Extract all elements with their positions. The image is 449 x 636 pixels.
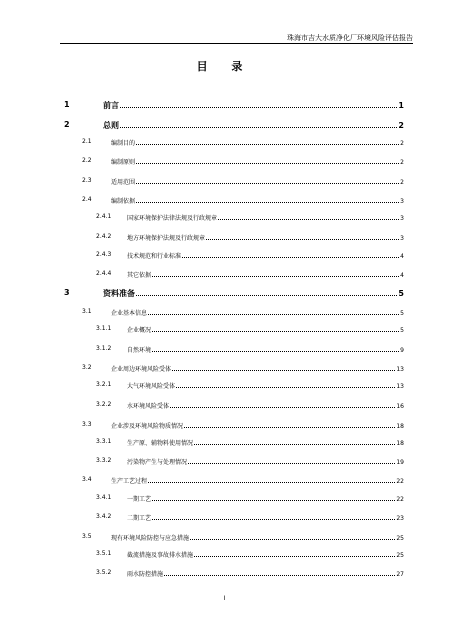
toc-entry-label: 一期工艺 (127, 496, 152, 503)
toc-entry-page: 5 (400, 310, 404, 317)
toc-entry-page: 18 (396, 423, 404, 430)
toc-entry-page: 3 (400, 198, 404, 205)
toc-entry-page: 1 (398, 101, 404, 110)
toc-entry-number: 2.4 (82, 196, 92, 203)
toc-dot-leader (148, 313, 399, 315)
toc-entry-label: 雨水防控措施 (127, 571, 164, 578)
toc-dot-leader (164, 574, 395, 576)
toc-entry[interactable] (0, 401, 449, 413)
toc-entry-label: 资料准备 (103, 289, 135, 298)
toc-dot-leader (194, 555, 395, 557)
toc-entry[interactable] (0, 457, 449, 469)
toc-entry-label: 国家环境保护法律法规及行政规章 (127, 215, 218, 222)
toc-entry[interactable] (0, 533, 449, 545)
toc-entry[interactable] (0, 233, 449, 245)
toc-entry-label: 编制原则 (111, 159, 136, 166)
toc-entry-number: 3.4 (82, 476, 92, 483)
toc-dot-leader (182, 256, 399, 258)
toc-dot-leader (136, 143, 399, 145)
toc-entry-label: 企业概况 (127, 327, 152, 334)
toc-entry[interactable] (0, 213, 449, 225)
toc-entry-number: 3.4.1 (96, 494, 112, 501)
toc-dot-leader (136, 162, 399, 164)
toc-dot-leader (120, 126, 397, 128)
toc-entry-label: 大气环境风险受体 (127, 383, 176, 390)
toc-entry-number: 3.5.2 (96, 569, 112, 576)
toc-entry-page: 18 (396, 440, 404, 447)
toc-dot-leader (218, 218, 399, 220)
page-number: I (223, 595, 226, 602)
toc-entry-number: 3.2 (82, 364, 92, 371)
toc-entry-label: 二期工艺 (127, 515, 152, 522)
toc-entry-label: 生产原、辅物料使用情况 (127, 440, 194, 447)
toc-entry-page: 16 (396, 403, 404, 410)
toc-entry-page: 22 (396, 478, 404, 485)
toc-entry-page: 4 (400, 253, 404, 260)
toc-dot-leader (136, 201, 399, 203)
toc-entry-number: 2.3 (82, 177, 92, 184)
toc-entry-number: 2 (64, 120, 70, 129)
toc-entry-number: 3.2.2 (96, 401, 112, 408)
toc-entry-label: 编制目的 (111, 140, 136, 147)
toc-entry-page: 2 (400, 179, 404, 186)
toc-title: 目 录 (196, 60, 253, 73)
toc-entry-page: 2 (398, 121, 404, 130)
toc-entry[interactable] (0, 513, 449, 525)
running-header: 珠海市吉大水质净化厂环境风险评估报告 (287, 34, 413, 42)
toc-entry-label: 地方环境保护法规及行政规章 (127, 235, 206, 242)
toc-entry[interactable] (0, 270, 449, 282)
toc-dot-leader (170, 406, 395, 408)
toc-entry-number: 2.4.3 (96, 251, 112, 258)
toc-entry[interactable] (0, 196, 449, 208)
toc-entry-label: 技术规范和行业标准 (127, 253, 182, 260)
toc-dot-leader (152, 330, 399, 332)
toc-entry-label: 企业基本信息 (111, 310, 148, 317)
toc-dot-leader (120, 106, 397, 108)
toc-entry-number: 3.5 (82, 533, 92, 540)
toc-entry[interactable] (0, 476, 449, 488)
toc-dot-leader (176, 386, 395, 388)
toc-entry-number: 3.4.2 (96, 513, 112, 520)
toc-entry-page: 25 (396, 535, 404, 542)
toc-entry[interactable] (0, 251, 449, 263)
toc-entry-label: 适用范围 (111, 179, 136, 186)
toc-dot-leader (188, 462, 395, 464)
toc-entry[interactable] (0, 494, 449, 506)
toc-entry[interactable] (0, 381, 449, 393)
toc-entry-page: 5 (400, 327, 404, 334)
toc-entry-number: 2.1 (82, 138, 92, 145)
toc-entry-page: 27 (396, 571, 404, 578)
toc-entry-number: 2.2 (82, 157, 92, 164)
toc-entry-page: 25 (396, 552, 404, 559)
toc-entry-label: 前言 (103, 101, 119, 110)
toc-entry[interactable] (0, 364, 449, 376)
toc-entry[interactable] (0, 308, 449, 320)
toc-dot-leader (190, 538, 395, 540)
toc-entry-page: 2 (400, 159, 404, 166)
toc-entry-number: 3.5.1 (96, 550, 112, 557)
toc-entry-number: 3.1.2 (96, 345, 112, 352)
toc-entry[interactable] (0, 438, 449, 450)
toc-entry[interactable] (0, 550, 449, 562)
toc-entry[interactable] (0, 288, 449, 300)
toc-entry-label: 其它依据 (127, 272, 152, 279)
toc-entry[interactable] (0, 421, 449, 433)
toc-entry-page: 23 (396, 515, 404, 522)
toc-entry-label: 水环境风险受体 (127, 403, 170, 410)
toc-dot-leader (152, 499, 395, 501)
toc-entry-number: 3.3.2 (96, 457, 112, 464)
toc-dot-leader (194, 443, 395, 445)
toc-entry-page: 5 (398, 289, 404, 298)
toc-entry-number: 3.3.1 (96, 438, 112, 445)
toc-entry-label: 企业周边环境风险受体 (111, 366, 172, 373)
toc-entry[interactable] (0, 157, 449, 169)
toc-entry-page: 19 (396, 459, 404, 466)
toc-entry-page: 3 (400, 215, 404, 222)
toc-entry-page: 3 (400, 235, 404, 242)
toc-entry-page: 2 (400, 140, 404, 147)
toc-entry[interactable] (0, 345, 449, 357)
toc-entry-page: 13 (396, 383, 404, 390)
toc-entry-label: 自然环境 (127, 347, 152, 354)
toc-entry-number: 2.4.2 (96, 233, 112, 240)
toc-dot-leader (206, 238, 399, 240)
toc-entry-label: 生产工艺过程 (111, 478, 148, 485)
toc-entry[interactable] (0, 569, 449, 581)
toc-dot-leader (152, 275, 399, 277)
toc-entry-number: 3.1.1 (96, 325, 112, 332)
toc-dot-leader (152, 518, 395, 520)
toc-entry-number: 3.1 (82, 308, 92, 315)
toc-dot-leader (136, 182, 399, 184)
toc-entry-label: 截流措施及事故排水措施 (127, 552, 194, 559)
toc-entry-label: 编制依据 (111, 198, 136, 205)
toc-entry-number: 2.4.4 (96, 270, 112, 277)
toc-entry-page: 13 (396, 366, 404, 373)
toc-entry[interactable] (0, 120, 449, 132)
toc-entry-page: 4 (400, 272, 404, 279)
toc-entry-number: 3.2.1 (96, 381, 112, 388)
toc-dot-leader (136, 294, 397, 296)
toc-entry[interactable] (0, 325, 449, 337)
toc-entry-label: 总则 (103, 121, 119, 130)
toc-dot-leader (172, 369, 395, 371)
toc-dot-leader (148, 481, 395, 483)
toc-entry[interactable] (0, 100, 449, 112)
toc-entry-page: 22 (396, 496, 404, 503)
toc-entry-label: 现有环境风险防控与应急措施 (111, 535, 190, 542)
toc-entry-number: 2.4.1 (96, 213, 112, 220)
toc-entry-label: 企业涉及环境风险物质情况 (111, 423, 184, 430)
toc-entry[interactable] (0, 177, 449, 189)
toc-dot-leader (184, 426, 395, 428)
toc-entry-label: 污染物产生与处理情况 (127, 459, 188, 466)
toc-dot-leader (152, 350, 399, 352)
toc-entry[interactable] (0, 138, 449, 150)
toc-entry-number: 3.3 (82, 421, 92, 428)
toc-entry-number: 1 (64, 100, 70, 109)
toc-entry-number: 3 (64, 288, 70, 297)
toc-entry-page: 9 (400, 347, 404, 354)
